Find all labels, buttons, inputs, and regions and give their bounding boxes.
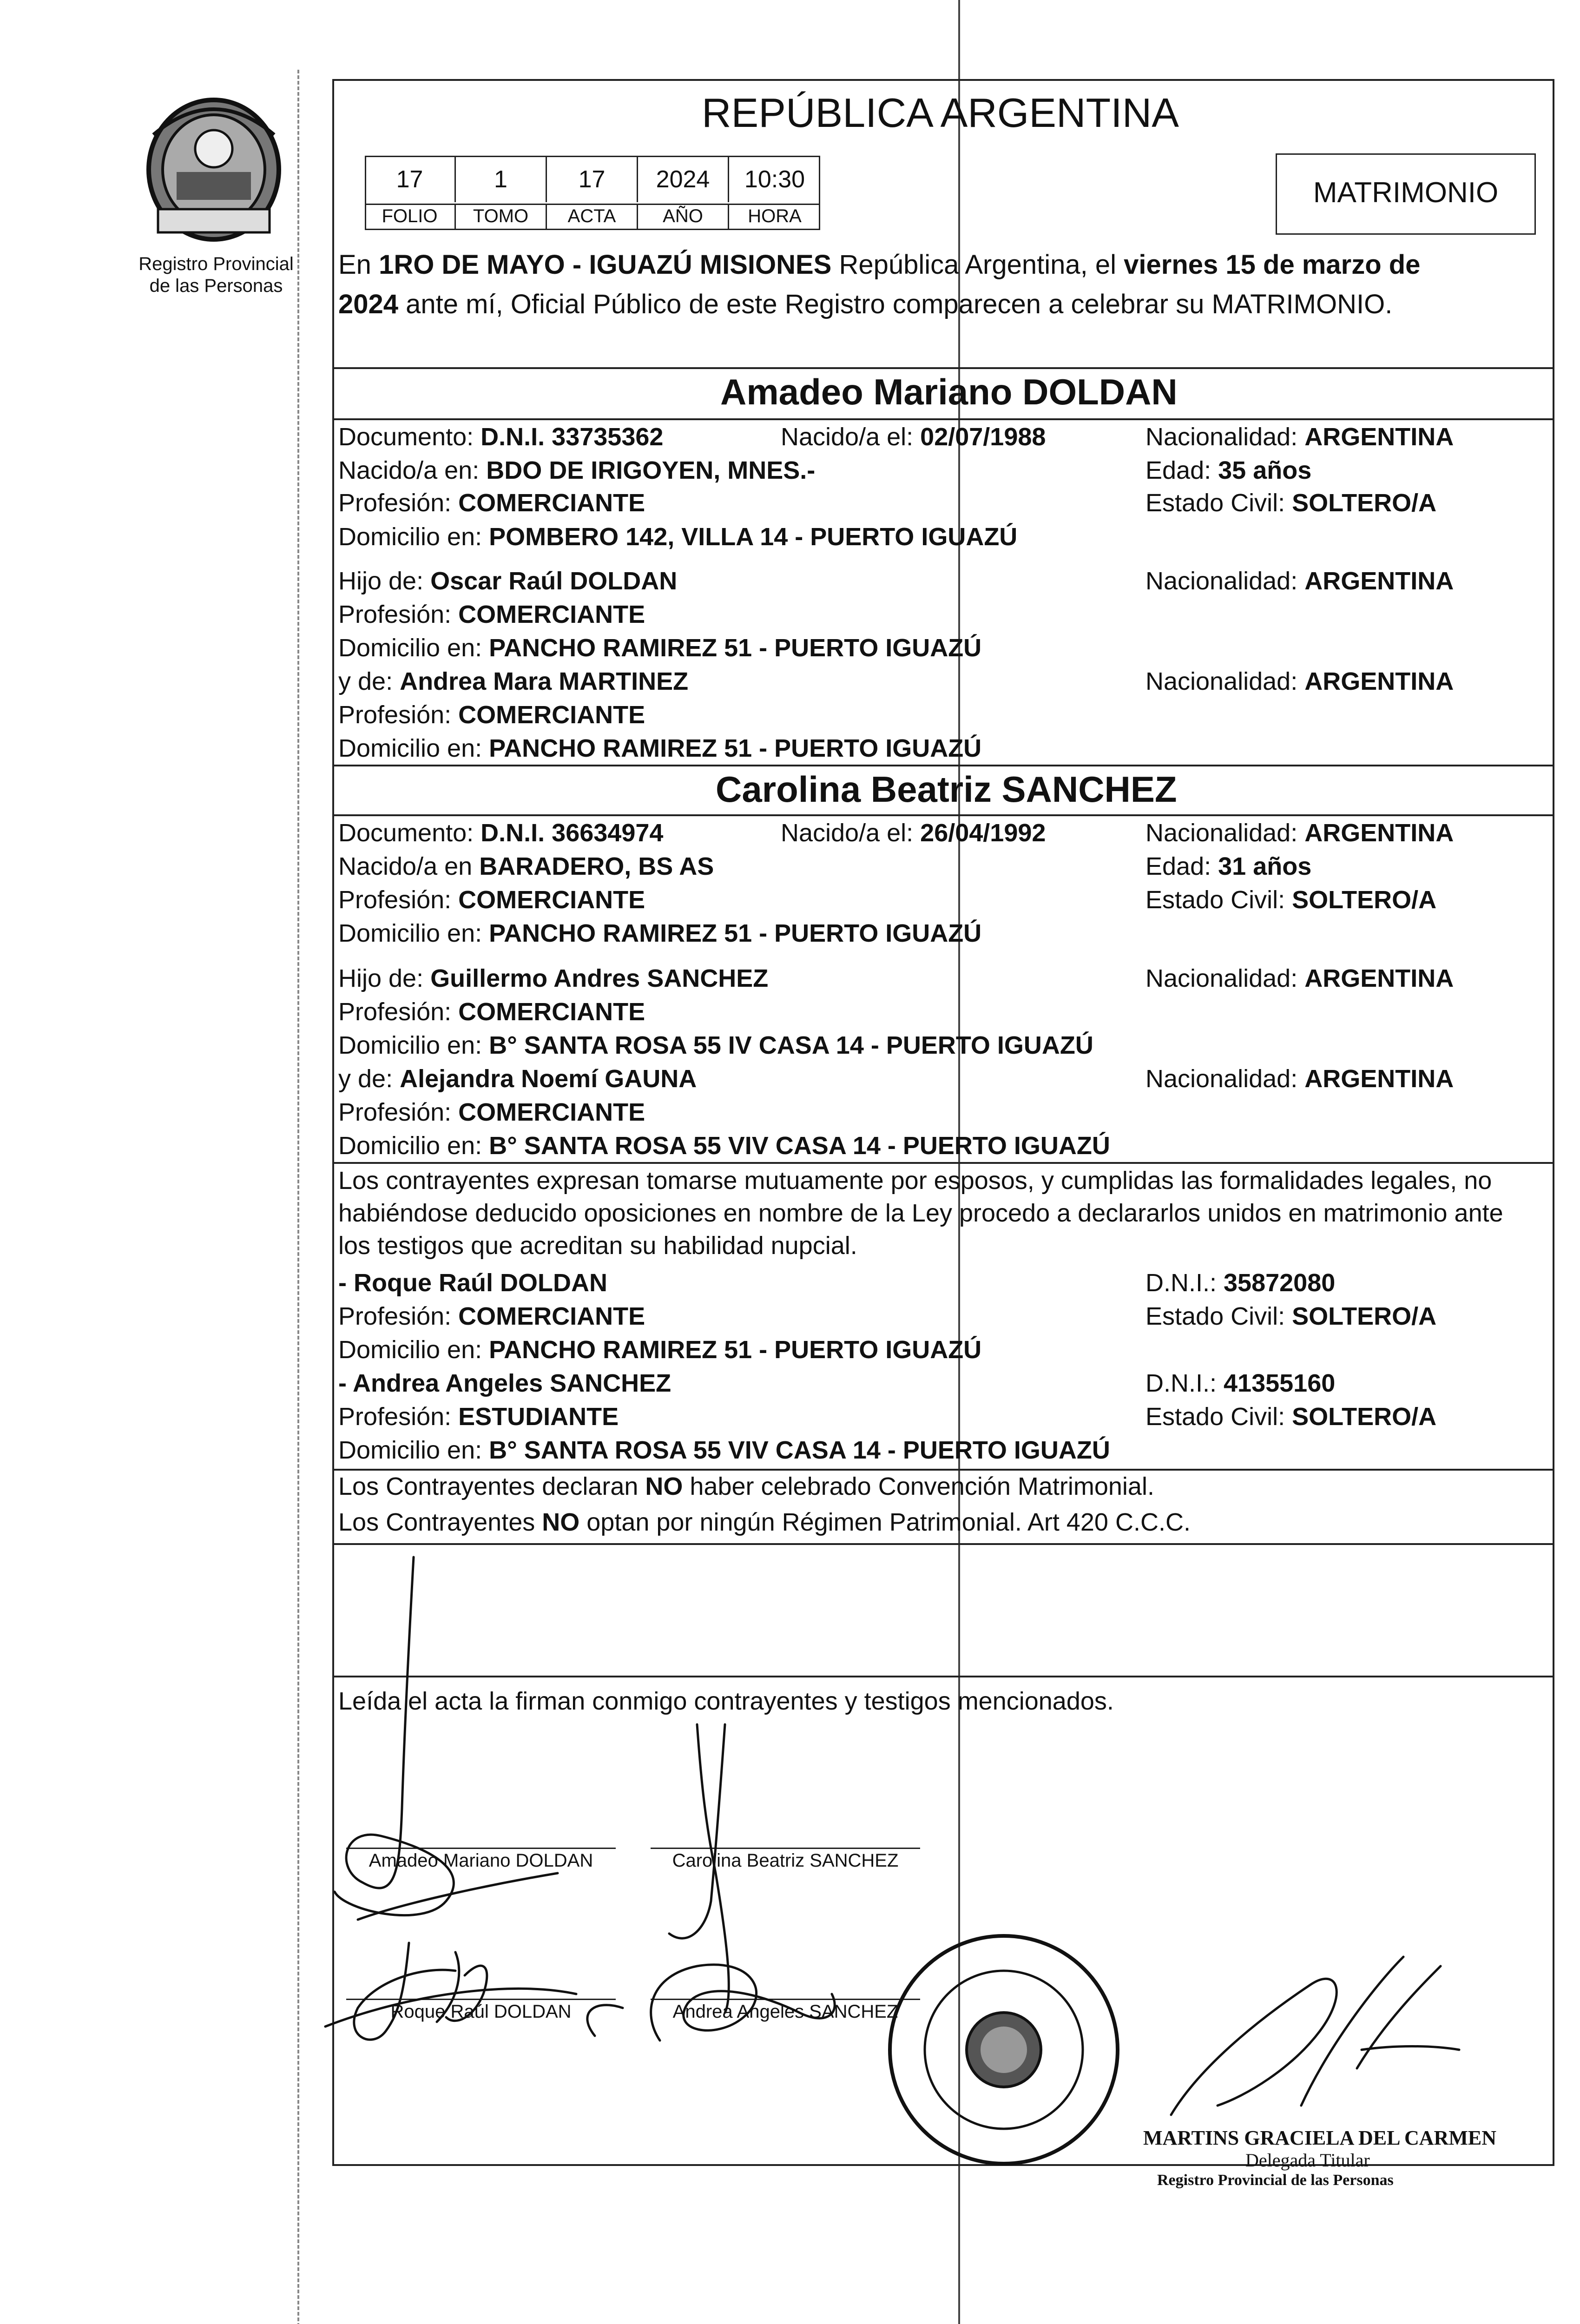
margin-dashed-line <box>297 70 299 2324</box>
spouse1-birthdate: Nacido/a el: 02/07/1988 <box>781 423 1046 451</box>
spouse2-father-nationality: Nacionalidad: ARGENTINA <box>1146 964 1454 992</box>
witness1-address: Domicilio en: PANCHO RAMIREZ 51 - PUERTO IGUAZÚ <box>338 1336 982 1364</box>
record-value: 17 <box>547 157 638 202</box>
spouse2-father-profession: Profesión: COMERCIANTE <box>338 998 645 1026</box>
spouse1-mother-address: Domicilio en: PANCHO RAMIREZ 51 - PUERTO IGUAZÚ <box>338 734 982 762</box>
record-label: FOLIO <box>365 204 456 229</box>
spouse2-name: Carolina Beatriz SANCHEZ <box>716 769 1177 810</box>
declaration-line1: Los contrayentes expresan tomarse mutuamente por esposos, y cumplidas las formalidades legales, no <box>338 1167 1492 1195</box>
witness2-profession: Profesión: ESTUDIANTE <box>338 1403 619 1431</box>
spouse1-civil-status: Estado Civil: SOLTERO/A <box>1146 489 1437 517</box>
spouse1-father-nationality: Nacionalidad: ARGENTINA <box>1146 567 1454 595</box>
spouse1-profession: Profesión: COMERCIANTE <box>338 489 645 517</box>
registry-logo <box>125 93 302 296</box>
handwritten-signature-icon <box>316 1548 967 2152</box>
signature-label-witness1: Roque Raúl DOLDAN <box>390 2001 572 2022</box>
intro-line1: En 1RO DE MAYO - IGUAZÚ MISIONES República Argentina, el viernes 15 de marzo de <box>338 250 1421 280</box>
signature-label-witness2: Andrea Angeles SANCHEZ <box>672 2001 898 2022</box>
record-value: 17 <box>365 157 456 202</box>
spouse2-father-address: Domicilio en: B° SANTA ROSA 55 IV CASA 14 - PUERTO IGUAZÚ <box>338 1031 1093 1059</box>
regime-line2: Los Contrayentes NO optan por ningún Régimen Patrimonial. Art 420 C.C.C. <box>338 1508 1191 1536</box>
act-type: MATRIMONIO <box>1313 177 1499 209</box>
spouse1-age: Edad: 35 años <box>1146 456 1312 484</box>
signature-label-spouse2: Carolina Beatriz SANCHEZ <box>672 1850 899 1871</box>
spouse1-mother-profession: Profesión: COMERCIANTE <box>338 701 645 729</box>
record-value: 10:30 <box>744 166 805 193</box>
declaration-line3: los testigos que acreditan su habilidad nupcial. <box>338 1232 857 1260</box>
witness2-address: Domicilio en: B° SANTA ROSA 55 VIV CASA 14 - PUERTO IGUAZÚ <box>338 1436 1110 1464</box>
witness1-name: - Roque Raúl DOLDAN <box>338 1269 607 1297</box>
spouse2-age: Edad: 31 años <box>1146 852 1312 880</box>
spouse1-document: Documento: D.N.I. 33735362 <box>338 423 664 451</box>
spouse2-mother-address: Domicilio en: B° SANTA ROSA 55 VIV CASA 14 - PUERTO IGUAZÚ <box>338 1132 1110 1160</box>
logo-label-line2: de las Personas <box>149 276 283 296</box>
divider <box>332 367 1554 369</box>
divider <box>332 814 1554 816</box>
spouse2-nationality: Nacionalidad: ARGENTINA <box>1146 819 1454 847</box>
record-label: HORA <box>748 206 802 226</box>
page-title: REPÚBLICA ARGENTINA <box>702 90 1179 136</box>
closing-text: Leída el acta la firman conmigo contrayentes y testigos mencionados. <box>338 1687 1114 1715</box>
intro-line2: 2024 ante mí, Oficial Público de este Registro comparecen a celebrar su MATRIMONIO. <box>338 289 1393 319</box>
witness2-dni: D.N.I.: 41355160 <box>1146 1369 1336 1397</box>
spouse1-address: Domicilio en: POMBERO 142, VILLA 14 - PUERTO IGUAZÚ <box>338 523 1018 551</box>
signature-label-spouse1: Amadeo Mariano DOLDAN <box>369 1850 593 1871</box>
spouse2-document: Documento: D.N.I. 36634974 <box>338 819 664 847</box>
spouse2-mother-profession: Profesión: COMERCIANTE <box>338 1098 645 1126</box>
divider <box>332 1162 1554 1164</box>
divider <box>332 1543 1554 1545</box>
spouse1-nationality: Nacionalidad: ARGENTINA <box>1146 423 1454 451</box>
witness1-profession: Profesión: COMERCIANTE <box>338 1302 645 1330</box>
spouse2-mother-nationality: Nacionalidad: ARGENTINA <box>1146 1065 1454 1093</box>
spouse2-father: Hijo de: Guillermo Andres SANCHEZ <box>338 964 769 992</box>
witness1-dni: D.N.I.: 35872080 <box>1146 1269 1336 1297</box>
witness1-civil-status: Estado Civil: SOLTERO/A <box>1146 1302 1437 1330</box>
officer-name: MARTINS GRACIELA DEL CARMEN <box>1143 2126 1496 2149</box>
spouse1-father: Hijo de: Oscar Raúl DOLDAN <box>338 567 678 595</box>
spouse1-father-profession: Profesión: COMERCIANTE <box>338 601 645 628</box>
spouse1-birthplace: Nacido/a en: BDO DE IRIGOYEN, MNES.- <box>338 456 816 484</box>
witness2-name: - Andrea Angeles SANCHEZ <box>338 1369 672 1397</box>
declaration-line2: habiéndose deducido oposiciones en nombre de la Ley procedo a declararlos unidos en matrimonio ante <box>338 1199 1503 1227</box>
spouse1-mother-nationality: Nacionalidad: ARGENTINA <box>1146 667 1454 695</box>
record-label: ACTA <box>547 204 638 229</box>
officer-office: Registro Provincial de las Personas <box>1157 2172 1394 2189</box>
act-type-box <box>1276 153 1536 235</box>
spouse1-father-address: Domicilio en: PANCHO RAMIREZ 51 - PUERTO IGUAZÚ <box>338 634 982 662</box>
logo-label-line1: Registro Provincial <box>138 254 294 274</box>
record-value: 2024 <box>638 157 729 202</box>
record-label: TOMO <box>456 204 547 229</box>
record-value: 1 <box>456 157 547 202</box>
spouse2-birthdate: Nacido/a el: 26/04/1992 <box>781 819 1046 847</box>
spouse2-mother: y de: Alejandra Noemí GAUNA <box>338 1065 697 1093</box>
divider <box>332 765 1554 766</box>
witness2-civil-status: Estado Civil: SOLTERO/A <box>1146 1403 1437 1431</box>
regime-line1: Los Contrayentes declaran NO haber celebrado Convención Matrimonial. <box>338 1472 1154 1500</box>
record-label: AÑO <box>638 204 729 229</box>
spouse1-mother: y de: Andrea Mara MARTINEZ <box>338 667 689 695</box>
spouse2-address: Domicilio en: PANCHO RAMIREZ 51 - PUERTO IGUAZÚ <box>338 919 982 947</box>
spouse2-civil-status: Estado Civil: SOLTERO/A <box>1146 886 1437 914</box>
spouse2-profession: Profesión: COMERCIANTE <box>338 886 645 914</box>
spouse2-birthplace: Nacido/a en BARADERO, BS AS <box>338 852 714 880</box>
divider <box>332 418 1554 420</box>
spouse1-name: Amadeo Mariano DOLDAN <box>720 371 1178 412</box>
provincial-seal-icon <box>125 93 302 246</box>
divider <box>332 1469 1554 1471</box>
officer-role: Delegada Titular <box>1245 2150 1370 2171</box>
registry-stamp-icon <box>883 1929 1125 2171</box>
